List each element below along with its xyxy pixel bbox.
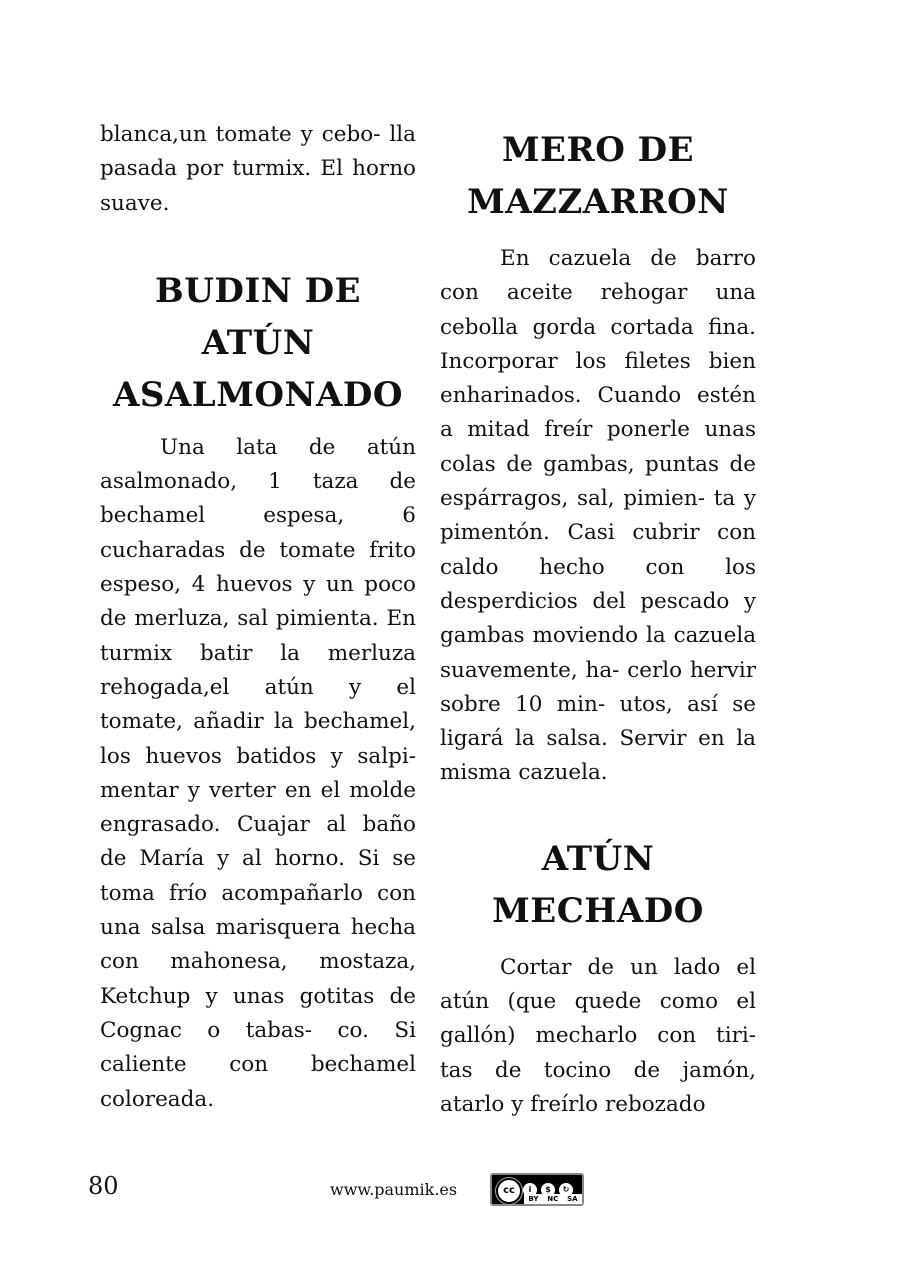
title-line: ASALMONADO <box>112 374 404 415</box>
text-line: Incorporar los filetes bien <box>440 348 756 374</box>
right-column <box>440 118 756 1122</box>
text-line: espeso, 4 huevos y un poco <box>100 572 416 598</box>
text-line: ta y pimentón. Casi cubrir <box>440 486 756 546</box>
text-line: desperdicios del pescado y <box>440 588 756 614</box>
text-line: bechamel coloreada. <box>100 1052 416 1112</box>
text-line: toma frío acompañarlo con <box>100 880 416 906</box>
text-line: gotitas de Cognac o tabas- <box>100 983 416 1043</box>
page-footer <box>0 1170 906 1210</box>
text-line: gallón) mecharlo con tiri- <box>440 1023 756 1049</box>
text-line: atún (que quede como el <box>440 989 756 1015</box>
text-line: engrasado. Cuajar al baño <box>100 812 416 838</box>
sharealike-icon: ↻ <box>559 1183 573 1197</box>
text-line: mentar y verter en el molde <box>100 777 416 803</box>
recipe-body-budin <box>100 431 416 1117</box>
left-column <box>100 118 416 1117</box>
recipe-body-atun-mechado <box>440 951 756 1122</box>
noncommercial-icon: $ <box>541 1183 555 1197</box>
text-line: Servir en la misma cazuela. <box>440 726 756 786</box>
text-line: En cazuela de barro <box>500 246 756 271</box>
text-line: de espárragos, sal, pimien- <box>440 451 756 512</box>
text-line: asalmonado, 1 taza de <box>100 469 416 495</box>
text-line: con caldo hecho con los <box>440 520 756 580</box>
text-line: enharinados. Cuando estén <box>440 383 756 409</box>
text-line: de María y al horno. Si se <box>100 846 416 872</box>
license-label-by: BY <box>528 1195 539 1203</box>
license-label-sa: SA <box>567 1195 578 1203</box>
recipe-body-mero <box>440 242 756 791</box>
recipe-title-budin <box>100 265 416 421</box>
text-line: cazuela suavemente, ha- <box>440 623 757 683</box>
text-line: lla pasada por turmix. El <box>100 122 416 182</box>
text-line: cerlo hervir sobre 10 min- <box>440 657 756 717</box>
title-line: ATÚN <box>201 322 315 363</box>
text-line: a mitad freír ponerle unas <box>440 417 756 443</box>
text-line: hecha con mahonesa, <box>100 915 416 975</box>
text-line: bechamel espesa, 6 <box>100 503 416 529</box>
text-line: Una lata de atún <box>160 434 416 460</box>
text-line: los huevos batidos y salpi- <box>100 743 416 769</box>
text-line: una salsa marisquera <box>100 915 341 941</box>
license-label-nc: NC <box>547 1195 559 1203</box>
text-line: gambas moviendo la <box>440 623 666 649</box>
text-line: rehogada,el atún y el <box>100 674 416 700</box>
text-line: utos, así se ligará la salsa. <box>440 691 756 752</box>
text-line: Cortar de un lado el <box>500 954 756 980</box>
text-line: con aceite rehogar una <box>440 280 756 306</box>
license-labels <box>524 1194 582 1204</box>
title-line: MERO DE <box>501 130 695 170</box>
text-line: blanca,un tomate y cebo- <box>100 122 381 147</box>
text-line: mostaza, Ketchup y unas <box>100 949 416 1009</box>
license-icons <box>523 1177 581 1193</box>
recipe-title-mero <box>440 124 756 228</box>
page-number: 80 <box>88 1172 119 1200</box>
text-line: colas de gambas, puntas <box>440 451 720 477</box>
attribution-icon: i <box>523 1183 537 1197</box>
text-line: cebolla gorda cortada fina. <box>440 314 756 340</box>
text-line: tas de tocino de jamón, <box>440 1057 756 1083</box>
text-line: cucharadas de tomate frito <box>100 537 416 563</box>
text-line: horno suave. <box>100 156 416 216</box>
cc-logo-icon: cc <box>496 1178 522 1204</box>
continuation-paragraph <box>100 118 416 221</box>
text-line: co. Si caliente con <box>100 1017 416 1078</box>
cc-license-badge[interactable] <box>490 1173 584 1206</box>
text-line: de merluza, sal pimienta. <box>100 606 379 632</box>
text-line: atarlo y freírlo rebozado <box>440 1091 706 1117</box>
title-line: BUDIN DE <box>154 270 362 311</box>
title-line: MAZZARRON <box>467 182 729 222</box>
recipe-title-atun-mechado <box>440 833 756 937</box>
title-line: ATÚN <box>541 838 655 879</box>
text-line: tomate, añadir la bechamel, <box>100 709 416 735</box>
website-link[interactable]: www.paumik.es <box>330 1180 458 1199</box>
title-line: MECHADO <box>492 890 704 931</box>
text-line: En turmix batir la merluza <box>100 606 416 666</box>
